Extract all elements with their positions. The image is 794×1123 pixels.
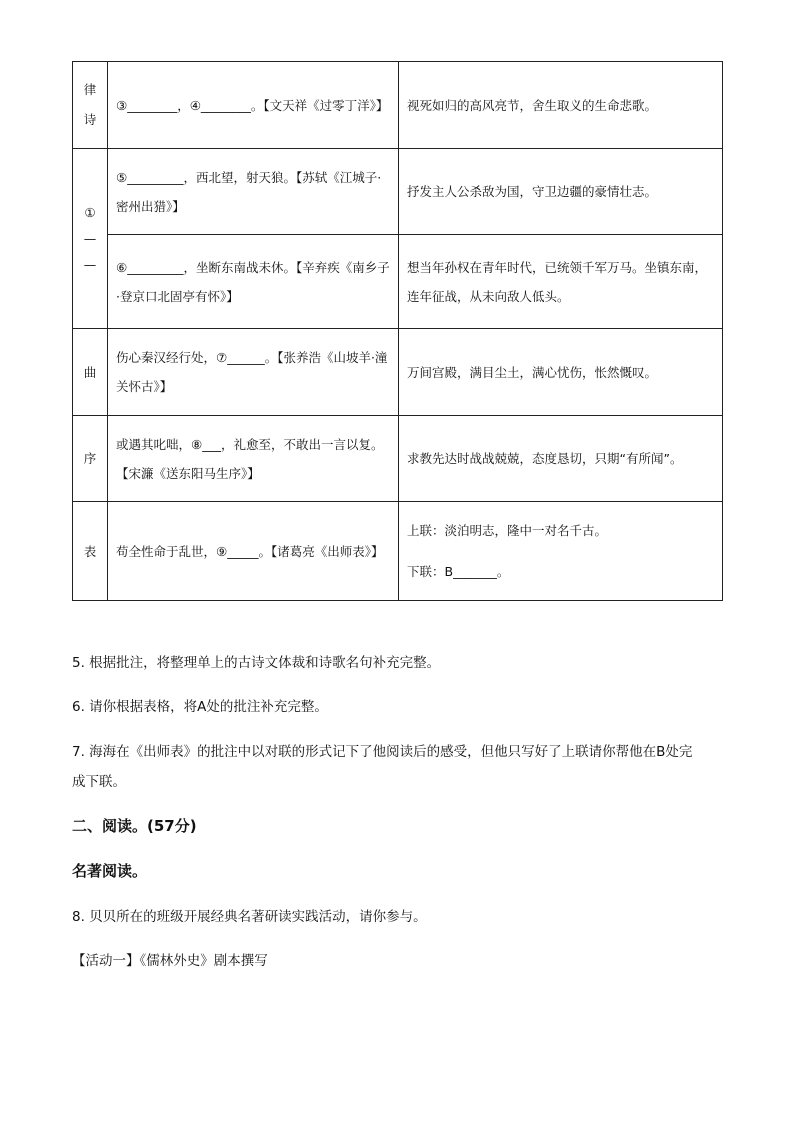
genre-cell [73, 62, 108, 149]
question-7-line2: 成下联。 [72, 774, 126, 790]
activity-title: 【活动一】《儒林外史》剧本撰写 [72, 953, 268, 969]
couplet-cell [399, 502, 723, 601]
classical-poetry-table [72, 61, 723, 601]
verse-cell: ⑥_________，坐断东南战未休。【辛弃疾《南乡子·登京口北固亭有怀》】 [108, 235, 399, 329]
verse-cell: 或遇其叱咄，⑧___，礼愈至，不敢出一言以复。【宋濂《送东阳马生序》】 [108, 416, 399, 502]
table-row [73, 62, 723, 149]
verse-cell: 伤心秦汉经行处，⑦______。【张养浩《山坡羊·潼关怀古》】 [108, 329, 399, 416]
couplet-lower: 下联：B_______。 [407, 564, 510, 579]
genre-char: 诗 [83, 112, 97, 127]
genre-cell [73, 329, 108, 416]
annotation-cell: 想当年孙权在青年时代，已统领千军万马。坐镇东南，连年征战，从未向敌人低头。 [399, 235, 723, 329]
table-row [73, 235, 723, 329]
genre-char: 律 [83, 82, 97, 97]
question-6: 6. 请你根据表格，将A处的批注补充完整。 [72, 699, 328, 715]
verse-cell: ③________，④________。【文天祥《过零丁洋》】 [108, 62, 399, 149]
question-5: 5. 根据批注，将整理单上的古诗文体裁和诗歌名句补充完整。 [72, 655, 441, 671]
genre-char: 序 [83, 451, 97, 466]
genre-blank-dash: — [83, 256, 97, 272]
verse-cell: ⑤_________，西北望，射天狼。【苏轼《江城子·密州出猎》】 [108, 149, 399, 235]
annotation-cell: 抒发主人公杀敌为国，守卫边疆的豪情壮志。 [399, 149, 723, 235]
table-row [73, 416, 723, 502]
genre-cell [73, 416, 108, 502]
annotation-cell: 视死如归的高风亮节，舍生取义的生命悲歌。 [399, 62, 723, 149]
genre-cell-blank [73, 149, 108, 329]
question-7-line1: 7. 海海在《出师表》的批注中以对联的形式记下了他阅读后的感受，但他只写好了上联请你帮他在B处完 [72, 744, 693, 760]
genre-blank-mark: ① [84, 204, 96, 220]
question-8: 8. 贝贝所在的班级开展经典名著研读实践活动，请你参与。 [72, 909, 427, 925]
couplet-upper: 上联：淡泊明志，隆中一对名千古。 [407, 523, 608, 538]
annotation-cell: 求教先达时战战兢兢，态度恳切，只期“有所闻”。 [399, 416, 723, 502]
genre-cell [73, 502, 108, 601]
genre-char: 曲 [83, 364, 97, 380]
table-row [73, 502, 723, 601]
genre-blank-dash: — [83, 230, 97, 246]
genre-char: 表 [83, 543, 97, 559]
table-row [73, 149, 723, 235]
table-row [73, 329, 723, 416]
section-heading: 二、阅读。(57分) [72, 817, 197, 835]
verse-cell: 苟全性命于乱世，⑨_____。【诸葛亮《出师表》】 [108, 502, 399, 601]
annotation-cell: 万间宫殿，满目尘土，满心忧伤，怅然慨叹。 [399, 329, 723, 416]
subsection-heading: 名著阅读。 [72, 862, 148, 880]
